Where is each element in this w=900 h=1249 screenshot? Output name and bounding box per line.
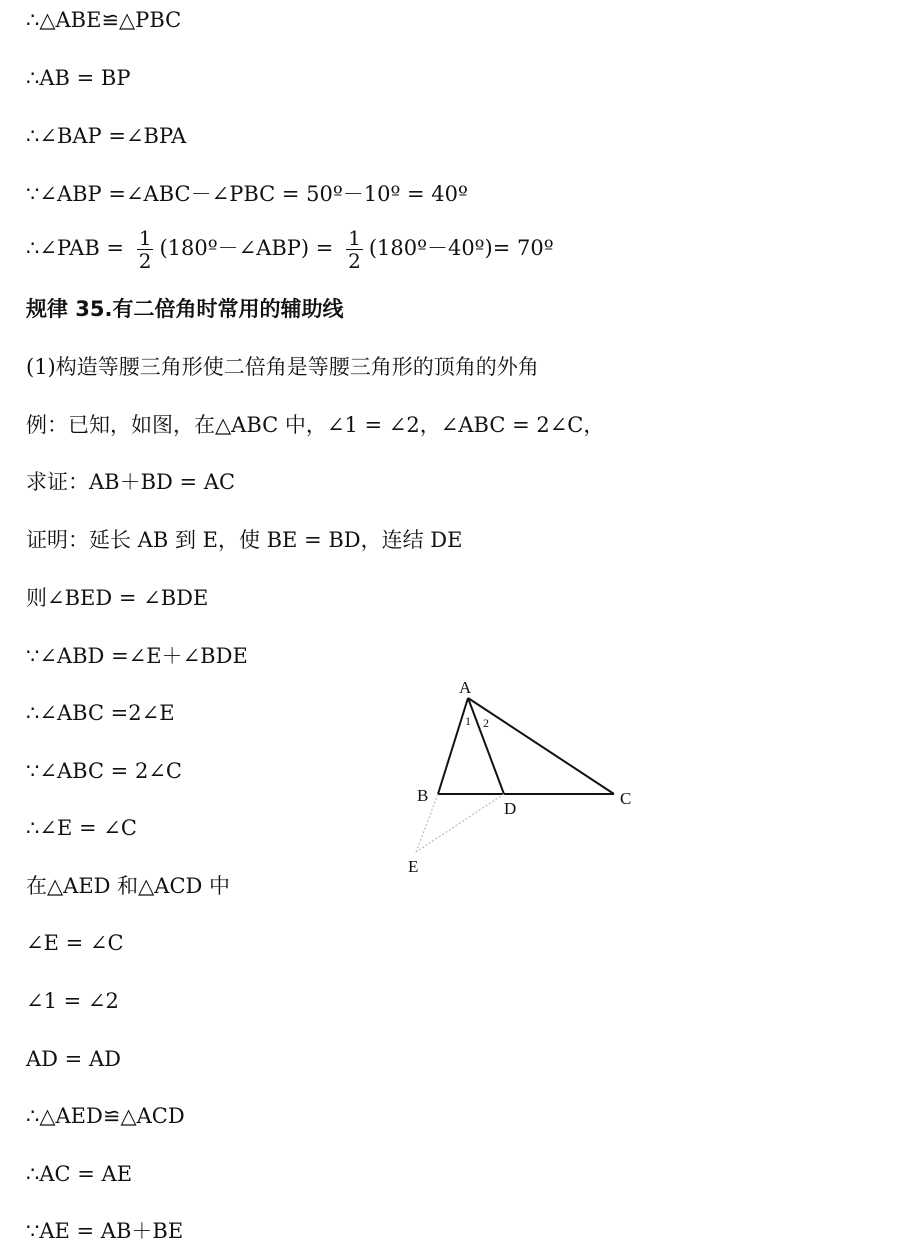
proof-step-6: 在△AED 和△ACD 中 <box>26 874 231 898</box>
proof-step-9: AD = AD <box>26 1047 121 1071</box>
label-d: D <box>504 799 517 818</box>
proof-step-8: ∠1 = ∠2 <box>26 989 119 1013</box>
rule-35-heading: 规律 35.有二倍角时常用的辅助线 <box>26 297 344 321</box>
method-1-heading: (1)构造等腰三角形使二倍角是等腰三角形的顶角的外角 <box>26 355 539 379</box>
label-angle-1: 1 <box>465 714 471 728</box>
proof-step-2: ∵∠ABD =∠E＋∠BDE <box>26 644 248 668</box>
to-prove: 求证：AB＋BD = AC <box>26 470 236 494</box>
proof-step-12: ∵AE = AB＋BE <box>26 1219 184 1243</box>
proof-step-3: ∴∠ABC =2∠E <box>26 701 175 725</box>
fraction-half-1 <box>137 227 154 272</box>
proof-step-10: ∴△AED≌△ACD <box>26 1104 185 1128</box>
label-b: B <box>417 786 429 805</box>
line-04: ∵∠ABP =∠ABC－∠PBC = 50º－10º = 40º <box>26 182 468 206</box>
proof-step-4: ∵∠ABC = 2∠C <box>26 759 182 783</box>
pab-prefix: ∴∠PAB = <box>26 236 125 260</box>
proof-step-11: ∴AC = AE <box>26 1162 133 1186</box>
proof-start: 证明：延长 AB 到 E，使 BE = BD，连结 DE <box>26 528 463 552</box>
label-angle-2: 2 <box>483 716 489 730</box>
example-statement: 例：已知，如图，在△ABC 中，∠1 = ∠2，∠ABC = 2∠C， <box>26 413 605 437</box>
fraction-numerator: 1 <box>348 226 361 250</box>
segment-ad <box>468 698 504 794</box>
proof-step-5: ∴∠E = ∠C <box>26 816 137 840</box>
pab-mid: (180º－∠ABP) = <box>159 236 334 260</box>
segment-de <box>416 794 504 852</box>
fraction-half-2 <box>346 227 363 272</box>
proof-step-7: ∠E = ∠C <box>26 931 124 955</box>
label-e: E <box>408 857 419 876</box>
label-c: C <box>620 789 632 808</box>
fraction-denominator: 2 <box>348 249 361 273</box>
label-a: A <box>459 678 472 697</box>
proof-step-1: 则∠BED = ∠BDE <box>26 586 209 610</box>
fraction-denominator: 2 <box>138 249 152 273</box>
line-03: ∴∠BAP =∠BPA <box>26 124 187 148</box>
segment-ac <box>468 698 614 794</box>
segment-ab <box>438 698 468 794</box>
triangle-figure <box>400 670 650 880</box>
line-01: ∴△ABE≌△PBC <box>26 8 182 32</box>
line-02: ∴AB = BP <box>26 66 131 90</box>
pab-formula-line <box>26 226 554 272</box>
pab-suffix: (180º－40º)= 70º <box>368 236 554 260</box>
fraction-numerator: 1 <box>138 226 152 250</box>
